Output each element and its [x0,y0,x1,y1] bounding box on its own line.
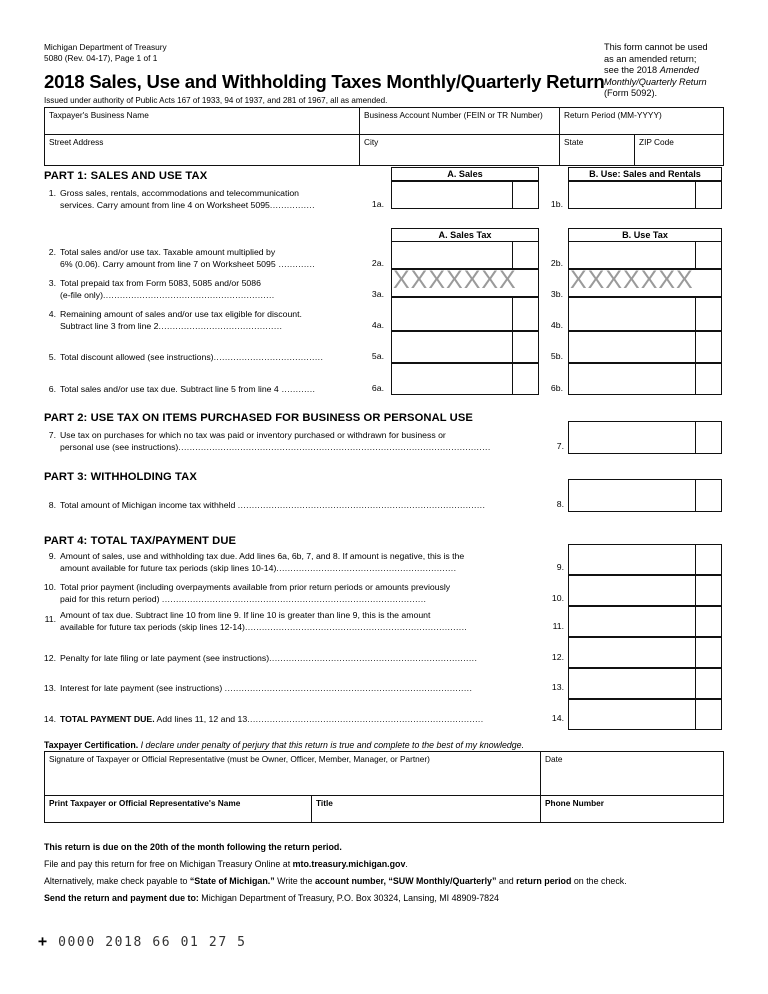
line-13-amount-box[interactable] [568,668,722,699]
line-9-number: 9. [48,551,56,561]
line-1a-ref: 1a. [371,199,384,209]
line-4-description [48,308,380,333]
line-11-amount-box[interactable] [568,606,722,637]
certification-row-signature [45,752,723,795]
page-title: 2018 Sales, Use and Withholding Taxes Monthly/Quarterly Return [44,71,605,92]
line-11-text-1: Amount of tax due. Subtract line 10 from line 9. If line 10 is greater than line 9, this is the amount [60,610,431,620]
line-6a-amount-box[interactable] [391,363,539,395]
line-5-number: 5. [48,352,56,362]
line-8-description [48,499,550,511]
note-line-5: (Form 5092). [604,88,658,99]
form-barcode-line [38,932,247,950]
column-caption-a-sales-tax: A. Sales Tax [391,228,539,242]
state-field[interactable]: State [559,135,634,165]
line-7-description [48,429,550,454]
line-2b-ref: 2b. [550,258,563,268]
line-2-number: 2. [48,247,56,257]
line-14-text-2: TOTAL PAYMENT DUE. Add lines 11, 12 and 13.................................................................................... [60,714,484,724]
line-8-ref: 8. [556,499,564,509]
line-1b-ref: 1b. [550,199,563,209]
line-6-number: 6. [48,384,56,394]
line-10-amount-box[interactable] [568,575,722,606]
line-12-description [43,652,550,664]
line-12-ref: 12. [551,652,564,662]
line-8-amount-box[interactable] [568,479,722,512]
check-payment-notice: Alternatively, make check payable to “State of Michigan.” Write the account number, “SUW Monthly/Quarterly” and return period on the check. [44,876,627,886]
line-7-amount-box[interactable] [568,421,722,454]
line-3-number: 3. [48,278,56,288]
note-line-4: Monthly/Quarterly Return [604,76,707,87]
title-field[interactable]: Title [311,796,540,822]
line-14-number: 14. [43,714,56,724]
line-11-text-2: available for future tax periods (skip lines 12-14)............................................................................... [60,622,468,633]
due-date-notice: This return is due on the 20th of the month following the return period. [44,842,342,852]
line-9-amount-box[interactable] [568,544,722,575]
line-7-ref: 7. [556,441,564,451]
column-caption-b-use-tax: B. Use Tax [568,228,722,242]
line-7-text-2: personal use (see instructions)............................................................................................................... [60,442,491,453]
zip-code-field[interactable]: ZIP Code [634,135,723,165]
line-6a-ref: 6a. [371,383,384,393]
line-3-text-2: (e-file only)............................................................. [60,290,275,301]
line-3-description [48,277,380,302]
line-1-text-1: Gross sales, rentals, accommodations and telecommunication [60,188,300,198]
date-field[interactable]: Date [540,752,723,795]
line-13-description [43,682,550,694]
line-11-number: 11. [44,614,56,624]
line-3b-ref: 3b. [550,289,563,299]
line-4-text-1: Remaining amount of sales and/or use tax eligible for discount. [60,309,302,319]
line-14-description [43,713,550,725]
line-3a-crossed-out-box: XXXXXXX [391,269,539,297]
line-10-number: 10. [43,582,56,592]
line-9-description [48,550,550,575]
line-11-description [44,609,550,634]
line-10-ref: 10. [551,593,564,603]
city-field[interactable]: City [359,135,559,165]
street-address-field[interactable]: Street Address [49,137,104,147]
account-number-field[interactable]: Business Account Number (FEIN or TR Number) [359,108,559,134]
amended-return-note [604,42,728,100]
line-10-description [43,581,550,606]
certification-table [44,751,724,823]
line-13-number: 13. [43,683,56,693]
line-1a-amount-box[interactable] [391,181,539,209]
line-6b-ref: 6b. [550,383,563,393]
line-1-description [48,187,380,212]
signature-field[interactable]: Signature of Taxpayer or Official Representative (must be Owner, Officer, Member, Manager, or Partner) [49,754,430,764]
line-1-number: 1. [48,188,56,198]
line-12-amount-box[interactable] [568,637,722,668]
part4-heading: PART 4: TOTAL TAX/PAYMENT DUE [44,535,237,547]
line-12-number: 12. [43,653,56,663]
plus-icon: + [38,932,49,950]
line-6-description [48,383,380,395]
form-revision: 5080 (Rev. 04-17), Page 1 of 1 [44,52,158,63]
column-caption-b-use-sales-rentals: B. Use: Sales and Rentals [568,167,722,181]
line-6b-amount-box[interactable] [568,363,722,395]
part1-heading: PART 1: SALES AND USE TAX [44,170,208,182]
line-2-description [48,246,380,271]
line-5a-amount-box[interactable] [391,331,539,363]
barcode-digits: 0000 2018 66 01 27 5 [58,935,247,950]
authority-statement: Issued under authority of Public Acts 167 of 1933, 94 of 1937, and 281 of 1967, all as amended. [44,96,388,105]
line-5a-ref: 5a. [371,351,384,361]
line-9-ref: 9. [556,562,564,572]
certification-row-print-name [45,795,723,822]
line-8-number: 8. [48,500,56,510]
taxpayer-info-table [44,107,724,166]
print-name-field[interactable]: Print Taxpayer or Official Representative's Name [49,798,241,808]
part3-heading: PART 3: WITHHOLDING TAX [44,471,197,483]
line-5b-ref: 5b. [550,351,563,361]
line-2-text-2: 6% (0.06). Carry amount from line 7 on Worksheet 5095 ............. [60,259,316,270]
line-3-text-1: Total prepaid tax from Form 5083, 5085 and/or 5086 [60,278,261,288]
line-5b-amount-box[interactable] [568,331,722,363]
line-2a-ref: 2a. [371,258,384,268]
mto-website-link[interactable]: mto.treasury.michigan.gov [292,859,406,869]
line-2a-amount-box[interactable] [391,241,539,269]
line-11-ref: 11. [552,621,564,631]
online-filing-notice: File and pay this return for free on Michigan Treasury Online at mto.treasury.michigan.gov. [44,859,408,869]
line-1-text-2: services. Carry amount from line 4 on Worksheet 5095................ [60,200,315,211]
part2-heading: PART 2: USE TAX ON ITEMS PURCHASED FOR BUSINESS OR PERSONAL USE [44,412,473,424]
note-line-2: as an amended return; [604,53,697,64]
note-line-1: This form cannot be used [604,42,708,52]
mailing-address-notice: Send the return and payment due to: Michigan Department of Treasury, P.O. Box 30324, Lansing, MI 48909-7824 [44,893,499,903]
line-8-text-1: Total amount of Michigan income tax withheld ........................................................................................ [60,500,486,510]
line-4b-ref: 4b. [550,320,563,330]
line-7-text-1: Use tax on purchases for which no tax was paid or inventory purchased or withdrawn for business or [60,430,446,440]
taxpayer-info-row-1 [45,108,723,134]
line-12-text-2: Penalty for late filing or late payment (see instructions).......................................................................... [60,653,478,663]
line-4a-amount-box[interactable] [391,297,539,331]
agency-name: Michigan Department of Treasury [44,42,167,52]
line-1b-amount-box[interactable] [568,181,722,209]
taxpayer-info-row-2 [45,134,723,165]
phone-number-field[interactable]: Phone Number [540,796,723,822]
line-6-text-2: Total sales and/or use tax due. Subtract line 5 from line 4 ............ [60,384,316,394]
line-14-ref: 14. [551,713,564,723]
line-9-text-2: amount available for future tax periods (skip lines 10-14)................................................................ [60,563,457,574]
line-3a-ref: 3a. [371,289,384,299]
certification-statement: Taxpayer Certification. I declare under penalty of perjury that this return is true and complete to the best of my knowledge. [44,740,525,750]
line-14-amount-box[interactable] [568,699,722,730]
line-13-ref: 13. [551,682,564,692]
line-4b-amount-box[interactable] [568,297,722,331]
line-5-description [48,351,380,363]
line-4-text-2: Subtract line 3 from line 2............................................ [60,321,283,332]
line-2b-amount-box[interactable] [568,241,722,269]
line-7-number: 7. [48,430,56,440]
line-9-text-1: Amount of sales, use and withholding tax due. Add lines 6a, 6b, 7, and 8. If amount is negative, this is the [60,551,465,561]
line-5-text-2: Total discount allowed (see instructions)....................................... [60,352,324,362]
line-4a-ref: 4a. [371,320,384,330]
line-10-text-1: Total prior payment (including overpayments available from prior return periods or amounts previously [60,582,451,592]
business-name-field[interactable]: Taxpayer's Business Name [49,110,149,120]
line-4-number: 4. [48,309,56,319]
line-2-text-1: Total sales and/or use tax. Taxable amount multiplied by [60,247,276,257]
line-10-text-2: paid for this return period) .............................................................................................. [60,594,427,605]
note-line-3: see the 2018 Amended [604,65,700,76]
column-caption-a-sales: A. Sales [391,167,539,181]
return-period-field[interactable]: Return Period (MM-YYYY) [559,108,723,134]
line-3b-crossed-out-box: XXXXXXX [568,269,722,297]
line-13-text-2: Interest for late payment (see instructions) ........................................................................................ [60,683,473,693]
